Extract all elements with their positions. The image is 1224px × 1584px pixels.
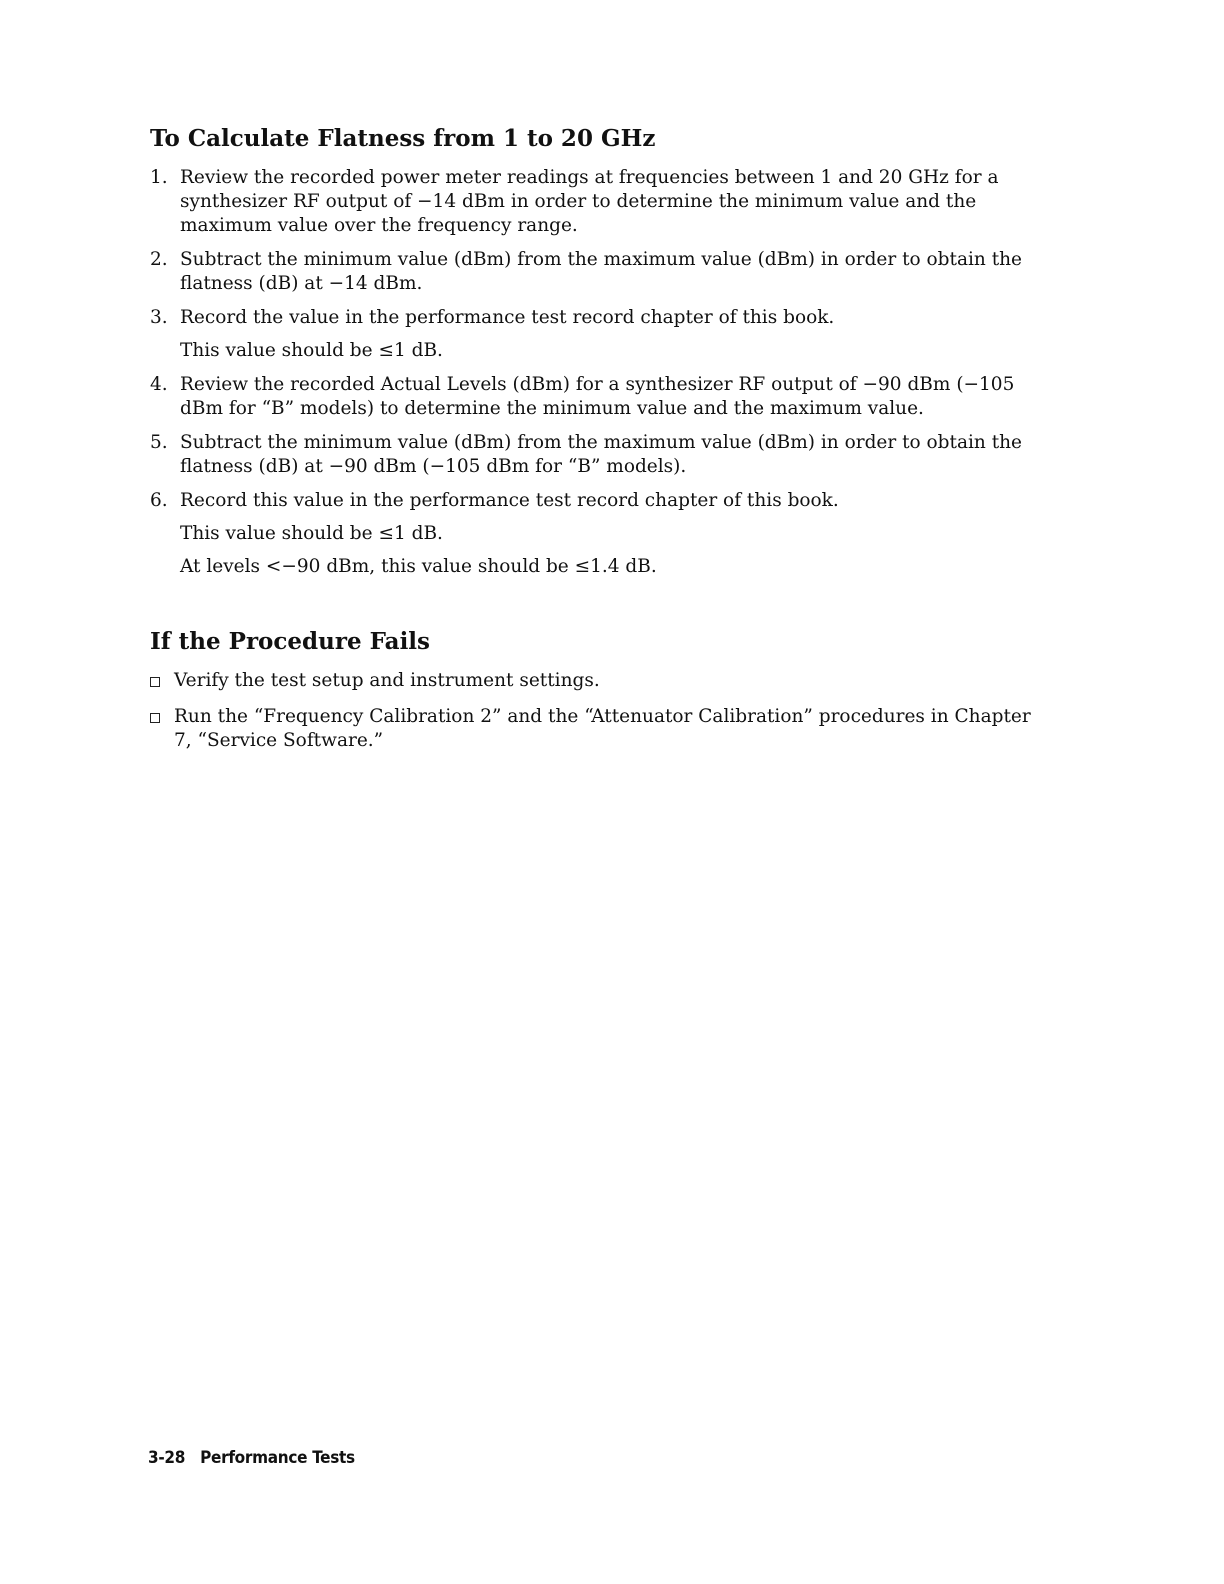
step-note: This value should be ≤1 dB. <box>180 340 443 361</box>
checklist-text: Verify the test setup and instrument settings. <box>174 670 600 691</box>
step-text: Subtract the minimum value (dBm) from the maximum value (dBm) in order to obtain the flatness (dB) at −90 dBm (−105 dBm for “B” models). <box>180 432 1022 477</box>
step-text: Subtract the minimum value (dBm) from the maximum value (dBm) in order to obtain the flatness (dB) at −14 dBm. <box>180 249 1022 294</box>
step-item <box>150 373 1050 421</box>
step-note: This value should be ≤1 dB. <box>180 523 443 544</box>
chapter-name: Performance Tests <box>200 1448 355 1468</box>
checklist-item <box>150 705 1050 753</box>
page-footer <box>148 1448 355 1468</box>
step-item <box>150 166 1050 238</box>
step-number: 1. <box>150 167 168 188</box>
procedure-fails-heading: If the Procedure Fails <box>150 628 430 655</box>
step-text: Record this value in the performance test record chapter of this book. <box>180 490 839 511</box>
procedure-fails-list <box>150 669 1050 753</box>
step-number: 5. <box>150 432 168 453</box>
step-number: 6. <box>150 490 168 511</box>
step-note: At levels <−90 dBm, this value should be ≤1.4 dB. <box>180 556 657 577</box>
step-text: Record the value in the performance test record chapter of this book. <box>180 307 835 328</box>
step-number: 3. <box>150 307 168 328</box>
procedure-fails-section <box>150 627 1050 765</box>
step-text: Review the recorded power meter readings at frequencies between 1 and 20 GHz for a synthesizer RF output of −14 dBm in order to determine the minimum value and the maximum value over the frequency range. <box>180 167 999 236</box>
step-item <box>150 489 1050 579</box>
step-text: Review the recorded Actual Levels (dBm) for a synthesizer RF output of −90 dBm (−105 dBm for “B” models) to determine the minimum value and the maximum value. <box>180 374 1015 419</box>
checklist-text: Run the “Frequency Calibration 2” and the “Attenuator Calibration” procedures in Chapter 7, “Service Software.” <box>174 706 1031 751</box>
flatness-steps <box>150 166 1050 579</box>
step-item <box>150 248 1050 296</box>
flatness-section <box>150 124 1050 589</box>
step-number: 4. <box>150 374 168 395</box>
step-item <box>150 431 1050 479</box>
step-item <box>150 306 1050 363</box>
page-number: 3-28 <box>148 1448 186 1468</box>
checklist-item <box>150 669 1050 693</box>
flatness-heading: To Calculate Flatness from 1 to 20 GHz <box>150 125 656 152</box>
checkbox-square-icon <box>150 677 160 687</box>
checkbox-square-icon <box>150 713 160 723</box>
step-number: 2. <box>150 249 168 270</box>
